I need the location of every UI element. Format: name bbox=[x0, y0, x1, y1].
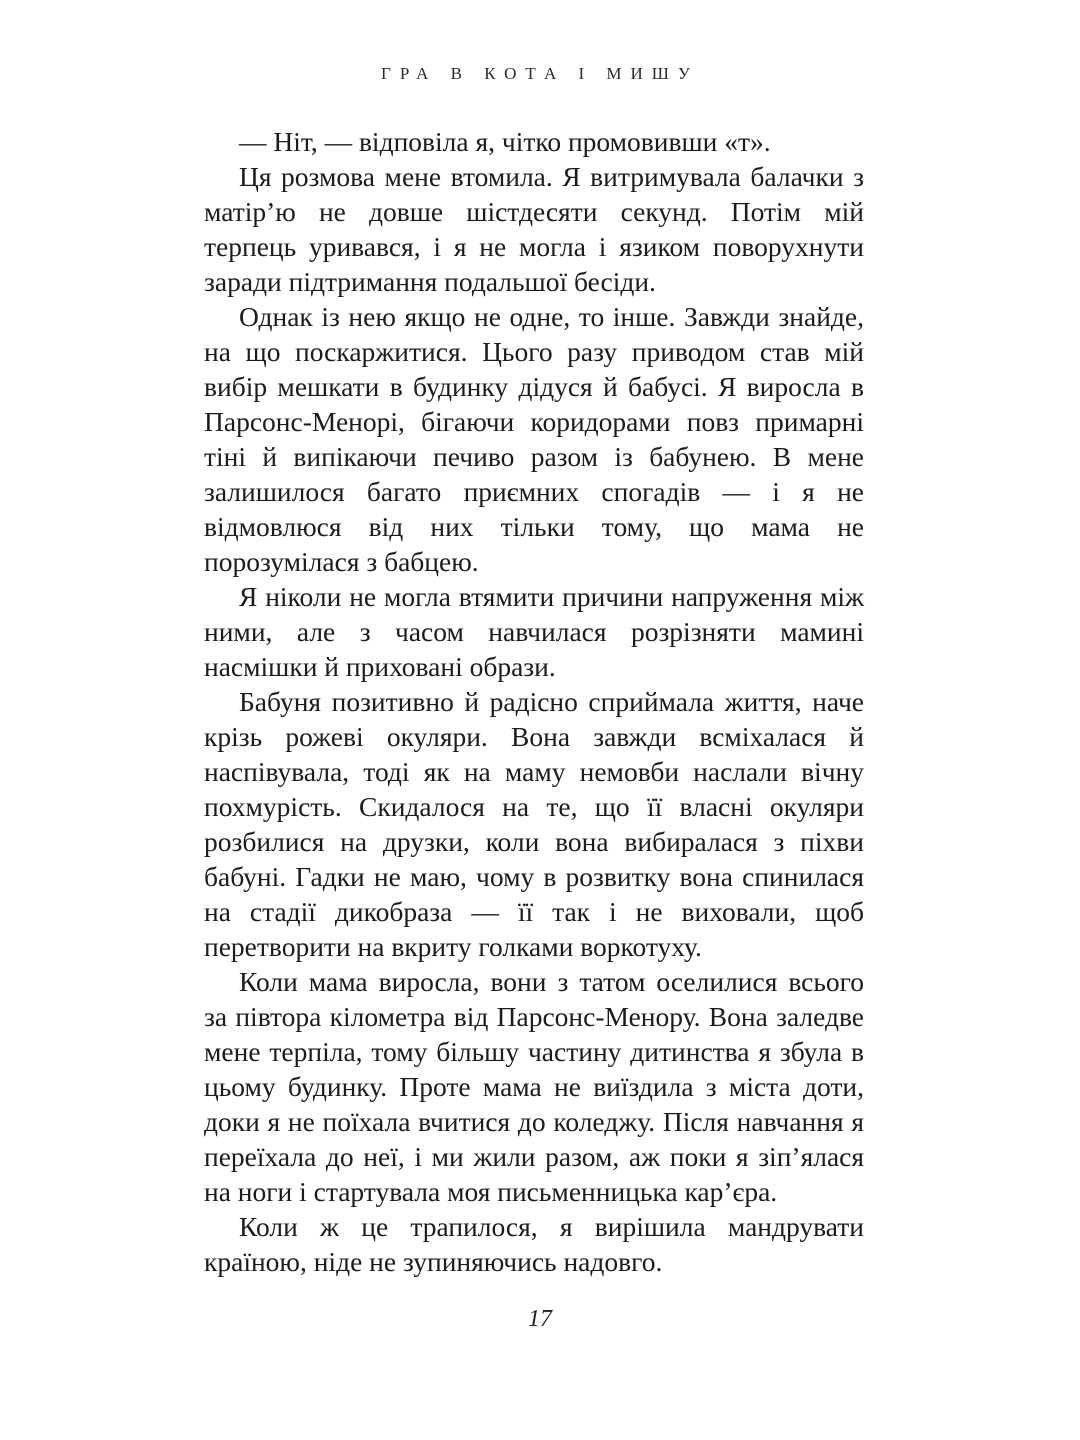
running-head: ГРА В КОТА І МИШУ bbox=[381, 64, 699, 83]
body-text bbox=[204, 124, 864, 1279]
page-number: 17 bbox=[528, 1306, 552, 1332]
paragraph: Ця розмова мене втомила. Я витримувала балачки з матір’ю не довше шістдесяти секунд. Потім мій терпець уривався, і я не могла і язиком поворухнути заради підтримання подальшої бесіди. bbox=[204, 161, 864, 297]
paragraph: — Ніт, — відповіла я, чітко промовивши «т». bbox=[239, 126, 771, 157]
paragraph: Коли ж це трапилося, я вирішила мандрувати країною, ніде не зупиняючись надовго. bbox=[204, 1211, 864, 1277]
paragraph: Однак із нею якщо не одне, то інше. Завжди знайде, на що поскаржитися. Цього разу приводом став мій вибір мешкати в будинку дідуся й бабусі. Я виросла в Парсонс-Менорі, бігаючи коридорами повз примарні тіні й випікаючи печиво разом із бабунею. В мене залишилося багато приємних спогадів — і я не відмовлюся від них тільки тому, що мама не порозумілася з бабцею. bbox=[204, 301, 864, 577]
paragraph: Бабуня позитивно й радісно сприймала життя, наче крізь рожеві окуляри. Вона завжди всміхалася й наспівувала, тоді як на маму немовби наслали вічну похмурість. Скидалося на те, що її власні окуляри розбилися на друзки, коли вона вибиралася з піхви бабуні. Гадки не маю, чому в розвитку вона спинилася на стадії дикобраза — її так і не виховали, щоб перетворити на вкриту голками воркотуху. bbox=[204, 686, 864, 962]
paragraph: Коли мама виросла, вони з татом оселилися всього за півтора кілометра від Парсонс-Менору. Вона заледве мене терпіла, тому більшу частину дитинства я збула в цьому будинку. Проте мама не виїздила з міста доти, доки я не поїхала вчитися до коледжу. Після навчання я переїхала до неї, і ми жили разом, аж поки я зіп’ялася на ноги і стартувала моя письменницька кар’єра. bbox=[204, 966, 864, 1207]
paragraph: Я ніколи не могла втямити причини напруження між ними, але з часом навчилася розрізняти мамині насмішки й приховані образи. bbox=[204, 581, 864, 682]
